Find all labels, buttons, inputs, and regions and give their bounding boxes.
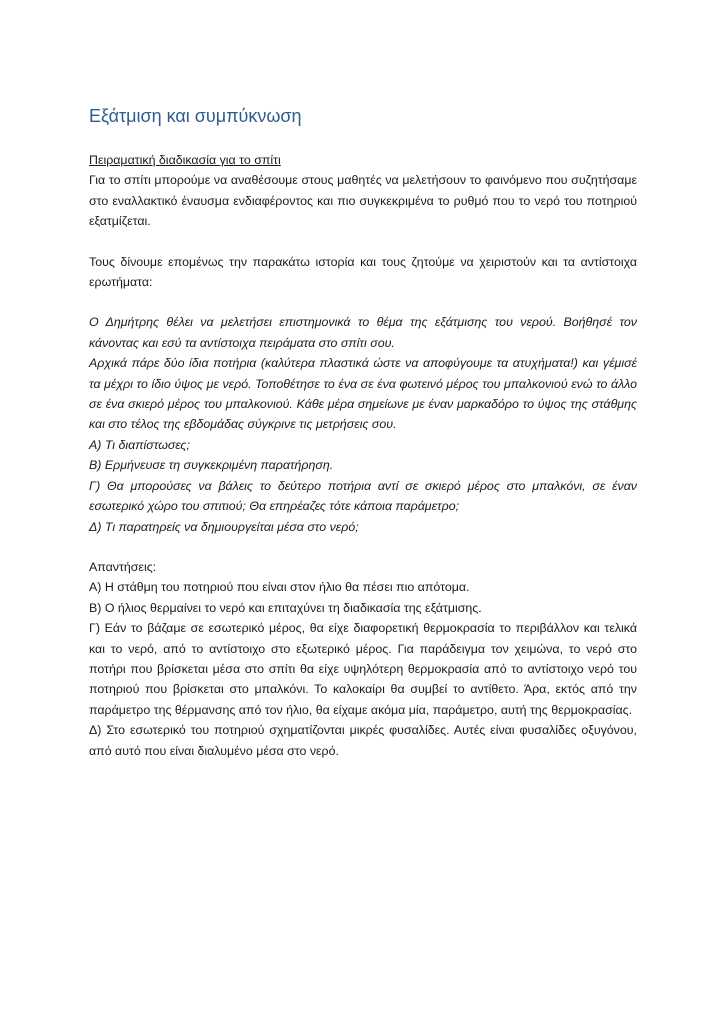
- answer-a: Α) Η στάθμη του ποτηριού που είναι στον ήλιο θα πέσει πιο απότομα.: [89, 580, 470, 595]
- story-section: [89, 312, 637, 536]
- home-procedure-section: [89, 150, 637, 232]
- story-paragraph: Ο Δημήτρης θέλει να μελετήσει επιστημονικά το θέμα της εξάτμισης του νερού. Βοήθησέ τον κάνοντας και εσύ τα αντίστοιχα πειράματα στο σπίτι σου.: [89, 315, 637, 350]
- answer-c: Γ) Εάν το βάζαμε σε εσωτερικό μέρος, θα είχε διαφορετική θερμοκρασία το περιβάλλον και τελικά και το νερό, από το αντίστοιχο στο εξωτερικό μέρος. Για παράδειγμα τον χειμώνα, το νερό στο ποτήρι που βρίσκεται μέσα στο σπίτι θα είχε υψηλότερη θερμοκρασία από το αντίστοιχο νερό του ποτηριού που βρίσκεται στο μπαλκόνι. Το καλοκαίρι θα συμβεί το αντίθετο. Άρα, εκτός από την παράμετρο της θέρμανσης από τον ήλιο, θα είχαμε ακόμα μία, παράμετρο, αυτή της θερμοκρασίας.: [89, 621, 637, 717]
- answers-heading: Απαντήσεις:: [89, 559, 157, 574]
- question-c: Γ) Θα μπορούσες να βάλεις το δεύτερο ποτήρια αντί σε σκιερό μέρος στο μπαλκόνι, σε έναν εσωτερικό χώρο του σπιτιού; Θα επηρέαζες τότε κάποια παράμετρο;: [89, 478, 637, 514]
- instruction-section: [89, 252, 637, 293]
- question-a: Α) Τι διαπίστωσες;: [89, 437, 190, 452]
- instruction-paragraph: Τους δίνουμε επομένως την παρακάτω ιστορία και τους ζητούμε να χειριστούν και τα αντίστοιχα ερωτήματα:: [89, 254, 637, 290]
- document-body: [89, 104, 637, 781]
- intro-paragraph: Για το σπίτι μπορούμε να αναθέσουμε στους μαθητές να μελετήσουν το φαινόμενο που συζητήσαμε στο εναλλακτικό έναυσμα ενδιαφέροντος και πιο συγκεκριμένα το ρυθμό που το νερό του ποτηριού εξατμίζεται.: [89, 173, 637, 229]
- story-paragraph: Αρχικά πάρε δύο ίδια ποτήρια (καλύτερα πλαστικά ώστε να αποφύγουμε τα ατυχήματα!) και γέμισέ τα μέχρι το ίδιο ύψος με νερό. Τοποθέτησε το ένα σε ένα φωτεινό μέρος του μπαλκονιού ενώ το άλλο σε ένα σκιερό μέρος του μπαλκονιού. Κάθε μέρα σημείωνε με έναν μαρκαδόρο το ύψος της στάθμης και στο τέλος της εβδομάδας σύγκρινε τις μετρήσεις σου.: [89, 356, 637, 432]
- question-d: Δ) Τι παρατηρείς να δημιουργείται μέσα στο νερό;: [89, 519, 359, 534]
- section-heading: Πειραματική διαδικασία για το σπίτι: [89, 153, 281, 167]
- document-title: Εξάτμιση και συμπύκνωση: [89, 106, 302, 126]
- answers-section: [89, 557, 637, 761]
- answer-b: Β) Ο ήλιος θερμαίνει το νερό και επιταχύνει τη διαδικασία της εξάτμισης.: [89, 600, 482, 615]
- answer-d: Δ) Στο εσωτερικό του ποτηριού σχηματίζονται μικρές φυσαλίδες. Αυτές είναι φυσαλίδες οξυγόνου, από αυτό που είναι διαλυμένο μέσα στο νερό.: [89, 723, 637, 758]
- question-b: Β) Ερμήνευσε τη συγκεκριμένη παρατήρηση.: [89, 458, 334, 473]
